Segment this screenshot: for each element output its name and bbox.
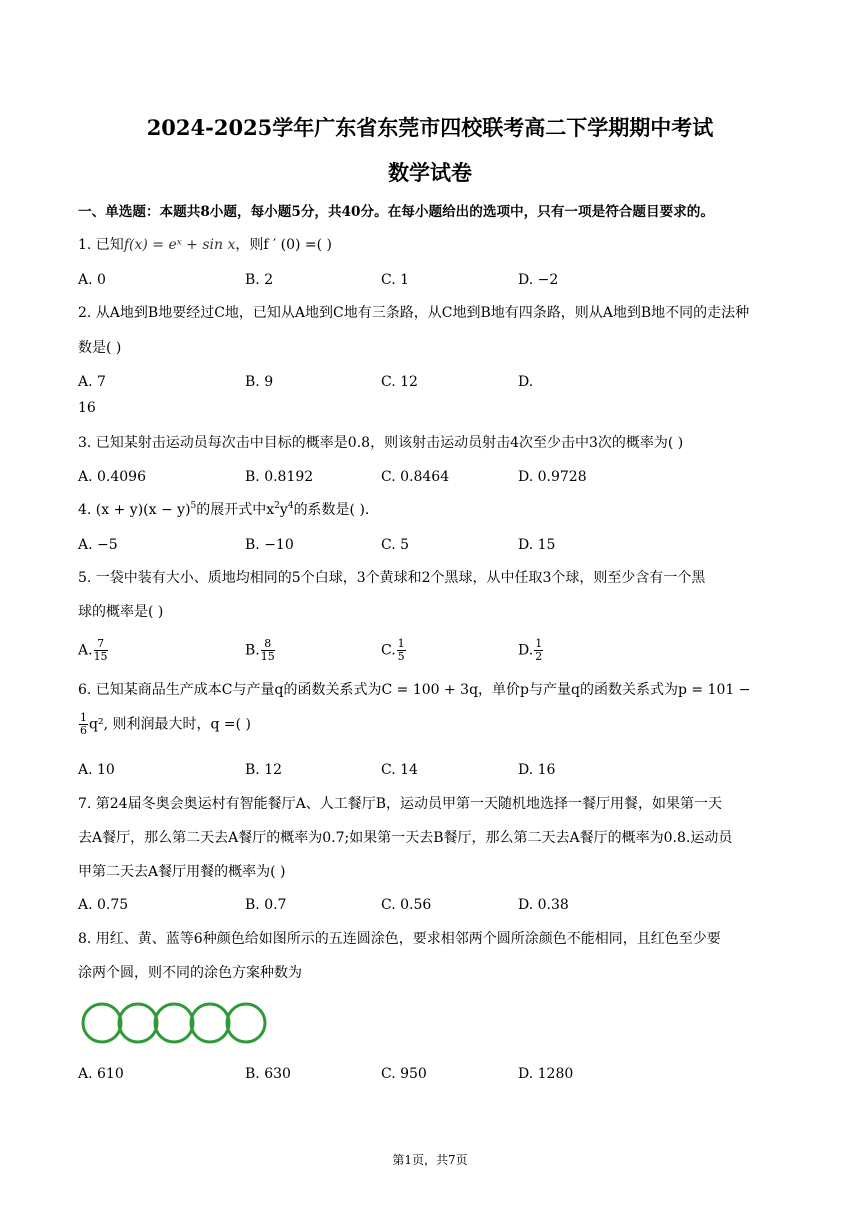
q1-option-c: C. 1: [381, 272, 410, 288]
q1-option-b: B. 2: [245, 272, 274, 288]
q3-option-d: D. 0.9728: [518, 469, 587, 485]
q5-b-den: 15: [260, 650, 275, 663]
exam-subtitle: 数学试卷: [388, 160, 472, 185]
circle-5: [227, 1004, 265, 1042]
q5-option-d: [518, 638, 544, 663]
q4-option-a: A. −5: [78, 537, 118, 553]
q5-d-label: D.: [518, 642, 534, 659]
q7-option-a: A. 0.75: [78, 897, 129, 913]
q3-option-a: A. 0.4096: [78, 469, 146, 485]
five-circles-figure: [78, 1000, 278, 1046]
q5-c-num: 1: [397, 637, 405, 650]
q2-option-b: B. 9: [245, 374, 274, 390]
question-6-line1: 6. 已知某商品生产成本C与产量q的函数关系式为C = 100 + 3q，单价p与产量q的函数关系式为p = 101 −: [78, 682, 751, 698]
q7-option-c: C. 0.56: [381, 897, 432, 913]
exam-title: 2024-2025学年广东省东莞市四校联考高二下学期期中考试: [146, 115, 714, 140]
q4-option-d: D. 15: [518, 537, 556, 553]
circle-4: [191, 1004, 229, 1042]
q5-d-den: 2: [535, 650, 543, 663]
q5-a-den: 15: [93, 650, 108, 663]
q2-option-c: C. 12: [381, 374, 418, 390]
q5-option-b: [245, 638, 276, 663]
q4-suffix: 的系数是( ).: [293, 502, 370, 518]
q5-option-c: [381, 638, 407, 663]
q6-option-a: A. 10: [78, 762, 115, 778]
q5-a-label: A.: [78, 642, 93, 659]
q4-exp: 5: [190, 501, 197, 511]
question-8-line2: 涂两个圆，则不同的涂色方案种数为: [78, 965, 302, 981]
q4-exp-y: 4: [287, 501, 294, 511]
q1-option-d: D. −2: [518, 272, 559, 288]
q6-frac-den: 6: [80, 724, 87, 737]
circle-3: [155, 1004, 193, 1042]
q5-b-fraction: [261, 638, 275, 663]
q5-a-num: 7: [94, 638, 108, 651]
circle-1: [83, 1004, 121, 1042]
q8-option-b: B. 630: [245, 1066, 291, 1082]
question-4: [78, 500, 369, 520]
q7-option-b: B. 0.7: [245, 897, 287, 913]
question-7-line3: 甲第二天去A餐厅用餐的概率为( ): [78, 864, 286, 880]
q3-option-b: B. 0.8192: [245, 469, 314, 485]
q5-d-num: 1: [535, 637, 543, 650]
q4-exp-x: 2: [274, 501, 280, 511]
q1-option-a: A. 0: [78, 272, 106, 288]
question-2-line2: 数是( ): [78, 340, 122, 356]
q7-option-d: D. 0.38: [518, 897, 569, 913]
page-footer: 第1页，共7页: [392, 1153, 468, 1167]
q8-option-c: C. 950: [381, 1066, 427, 1082]
q2-option-a: A. 7: [78, 374, 106, 390]
q2-option-d: D.: [518, 374, 534, 390]
question-7-line2: 去A餐厅，那么第二天去A餐厅的概率为0.7;如果第一天去B餐厅，那么第二天去A餐厅的概率为0.8.运动员: [78, 830, 733, 846]
q8-option-d: D. 1280: [518, 1066, 574, 1082]
q5-c-label: C.: [381, 642, 396, 659]
q5-b-num: 8: [261, 638, 275, 651]
q5-c-den: 5: [397, 650, 405, 663]
q6-option-c: C. 14: [381, 762, 418, 778]
q6-line2-text: q², 则利润最大时，q =( ): [89, 716, 251, 733]
q1-prefix: 1. 已知: [78, 237, 124, 253]
q8-option-a: A. 610: [78, 1066, 124, 1082]
circle-2: [119, 1004, 157, 1042]
q1-suffix: ，则f ′ (0) =( ): [235, 237, 333, 253]
q4-mid2: y: [279, 502, 288, 518]
q6-frac-num: 1: [80, 711, 87, 724]
q5-d-fraction: [534, 638, 543, 663]
question-8-line1: 8. 用红、黄、蓝等6种颜色给如图所示的五连圆涂色，要求相邻两个圆所涂颜色不能相同，且红色至少要: [78, 931, 721, 947]
question-7-line1: 7. 第24届冬奥会奥运村有智能餐厅A、人工餐厅B，运动员甲第一天随机地选择一餐厅用餐，如果第一天: [78, 796, 723, 812]
section-header: 一、单选题：本题共8小题，每小题5分，共40分。在每小题给出的选项中，只有一项是符合题目要求的。: [78, 204, 714, 220]
q1-formula: f(x) = eˣ + sin x: [123, 237, 236, 253]
q6-option-b: B. 12: [245, 762, 283, 778]
question-5-line1: 5. 一袋中装有大小、质地均相同的5个白球，3个黄球和2个黑球，从中任取3个球，则至少含有一个黑: [78, 570, 706, 586]
q2-option-d-value: 16: [78, 400, 96, 416]
question-3: 3. 已知某射击运动员每次击中目标的概率是0.8，则该射击运动员射击4次至少击中3次的概率为( ): [78, 435, 684, 451]
q5-a-fraction: [94, 638, 108, 663]
q4-prefix: 4. (x + y)(x − y): [78, 502, 191, 518]
question-5-line2: 球的概率是( ): [78, 604, 164, 620]
question-2-line1: 2. 从A地到B地要经过C地，已知从A地到C地有三条路，从C地到B地有四条路，则从A地到B地不同的走法种: [78, 305, 750, 321]
q3-option-c: C. 0.8464: [381, 469, 450, 485]
q4-mid: 的展开式中x: [196, 502, 275, 518]
q5-b-label: B.: [245, 642, 260, 659]
q4-option-b: B. −10: [245, 537, 294, 553]
question-1: [78, 235, 332, 255]
q4-option-c: C. 5: [381, 537, 410, 553]
q6-option-d: D. 16: [518, 762, 556, 778]
q6-fraction: [79, 712, 88, 737]
question-6-line2: [78, 712, 251, 737]
q5-c-fraction: [397, 638, 406, 663]
q5-option-a: [78, 638, 109, 663]
